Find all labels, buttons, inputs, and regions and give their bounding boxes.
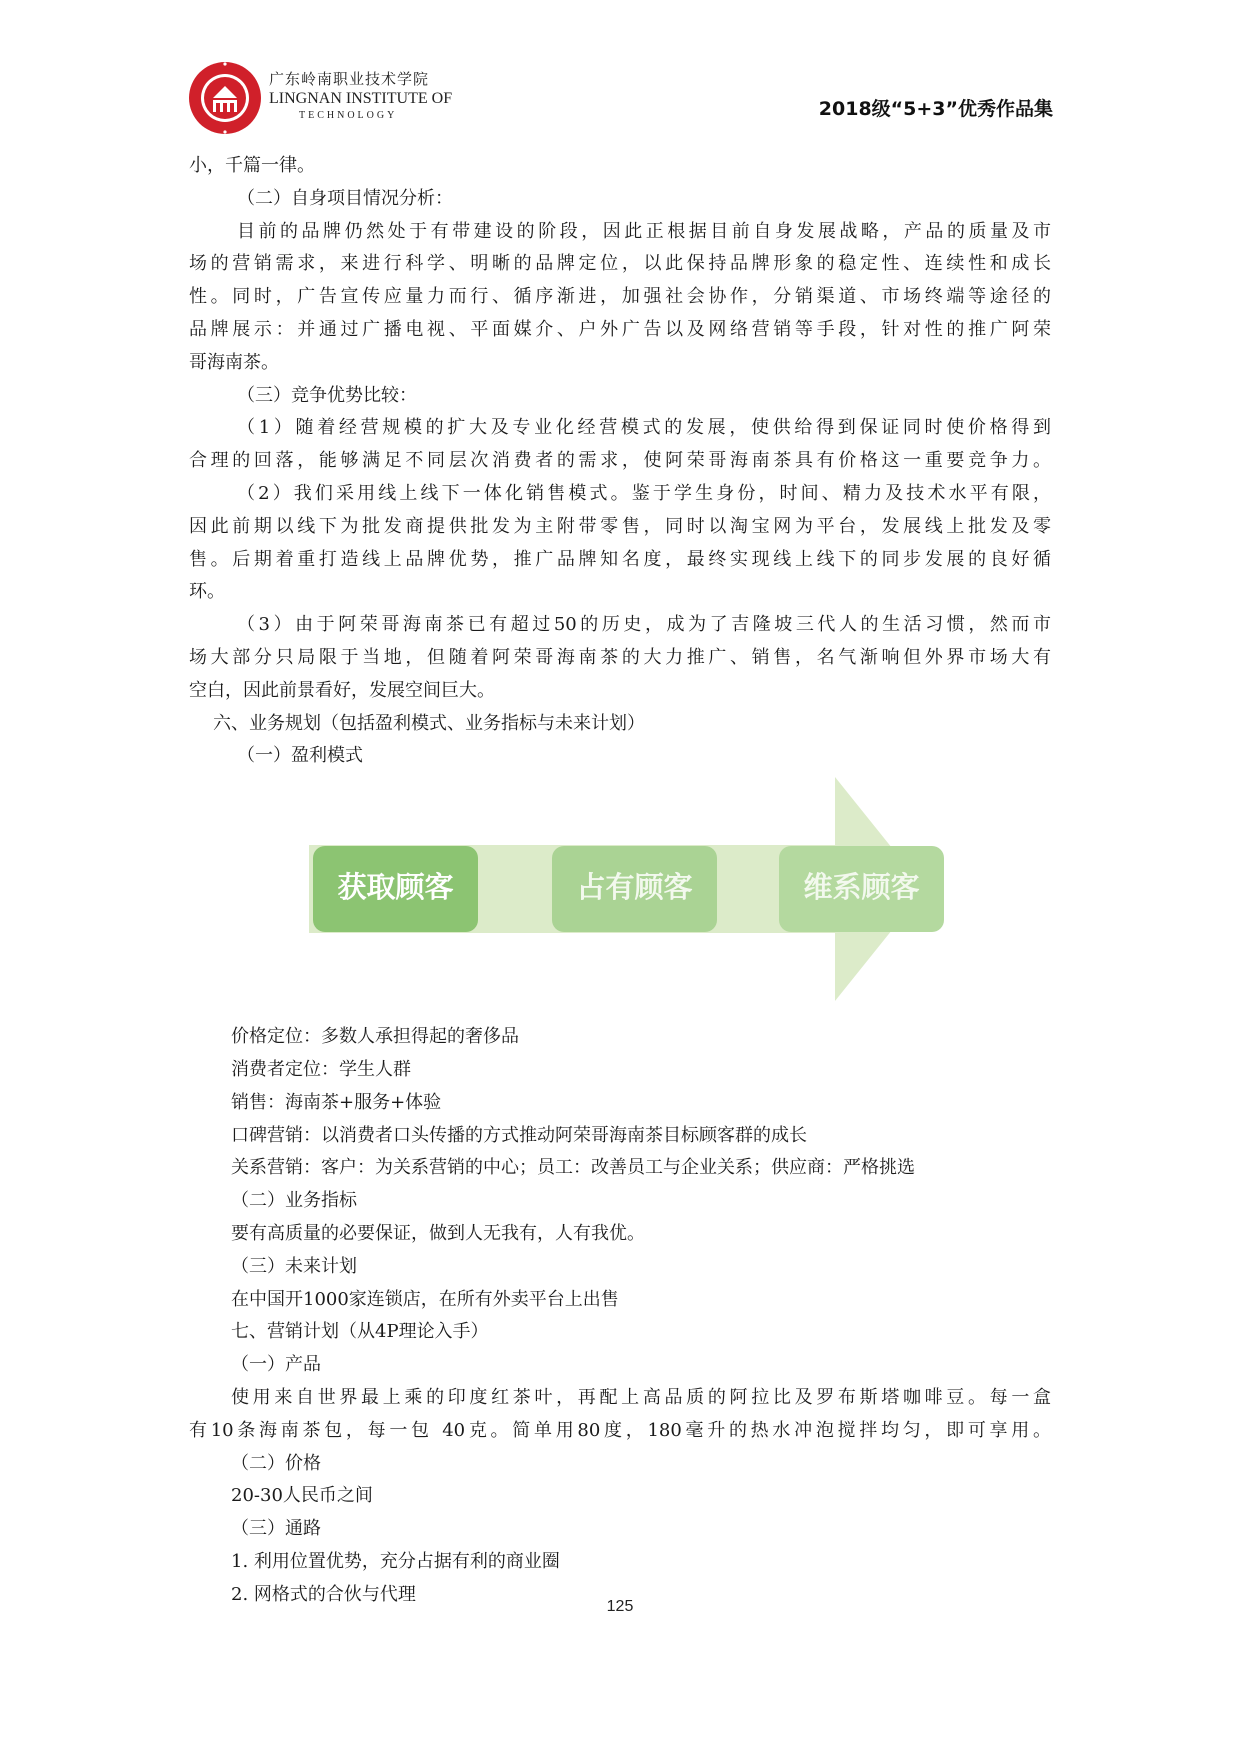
paragraph-line: 品牌展示：并通过广播电视、平面媒介、户外广告以及网络营销等手段，针对性的推广阿荣 bbox=[189, 318, 1051, 340]
paragraph-line: （1）随着经营规模的扩大及专业化经营模式的发展，使供给得到保证同时使价格得到 bbox=[237, 417, 1051, 439]
section-heading: （三）竞争优势比较： bbox=[237, 384, 417, 406]
paragraph-line: 使用来自世界最上乘的印度红茶叶，再配上高品质的阿拉比及罗布斯塔咖啡豆。每一盒 bbox=[231, 1386, 1051, 1408]
page-header bbox=[187, 60, 1057, 160]
paragraph-line: 小，千篇一律。 bbox=[189, 155, 315, 176]
paragraph-line: 合理的回落，能够满足不同层次消费者的需求，使阿荣哥海南茶具有价格这一重要竞争力。 bbox=[189, 450, 1051, 472]
list-item: 2. 网格式的合伙与代理 bbox=[231, 1583, 416, 1605]
paragraph-line: 口碑营销：以消费者口头传播的方式推动阿荣哥海南茶目标顾客群的成长 bbox=[231, 1124, 807, 1146]
paragraph-line: 有10条海南茶包，每一包 40克。简单用80度，180毫升的热水冲泡搅拌均匀，即可享用。 bbox=[189, 1419, 1051, 1441]
paragraph-line: 哥海南茶。 bbox=[189, 351, 279, 373]
section-heading: （二）自身项目情况分析： bbox=[237, 187, 453, 209]
profit-model-diagram bbox=[189, 773, 1051, 1013]
section-heading: （一）产品 bbox=[231, 1354, 321, 1376]
paragraph-line: 要有高质量的必要保证，做到人无我有，人有我优。 bbox=[231, 1222, 645, 1244]
school-name-en-line2: TECHNOLOGY bbox=[299, 110, 398, 121]
section-heading: （三）通路 bbox=[231, 1518, 321, 1540]
page-number: 125 bbox=[606, 1598, 634, 1615]
section-heading: （三）未来计划 bbox=[231, 1255, 357, 1277]
paragraph-line: 场大部分只局限于当地，但随着阿荣哥海南茶的大力推广、销售，名气渐响但外界市场大有 bbox=[189, 646, 1051, 668]
paragraph-line: （2）我们采用线上线下一体化销售模式。鉴于学生身份，时间、精力及技术水平有限， bbox=[237, 482, 1051, 504]
paragraph-line: 价格定位：多数人承担得起的奢侈品 bbox=[231, 1026, 519, 1048]
paragraph-line: 目前的品牌仍然处于有带建设的阶段，因此正根据目前自身发展战略，产品的质量及市 bbox=[237, 220, 1051, 242]
paragraph-line: 环。 bbox=[189, 581, 225, 603]
process-step-label-1: 获取顾客 bbox=[337, 870, 454, 905]
section-heading: 六、业务规划（包括盈利模式、业务指标与未来计划） bbox=[213, 712, 645, 734]
document-body bbox=[189, 150, 1051, 1611]
paragraph-line: 场的营销需求，来进行科学、明晰的品牌定位，以此保持品牌形象的稳定性、连续性和成长 bbox=[189, 253, 1051, 275]
paragraph-line: 消费者定位：学生人群 bbox=[231, 1058, 411, 1080]
paragraph-line: 销售：海南茶+服务+体验 bbox=[231, 1091, 442, 1113]
process-step-label-3: 维系顾客 bbox=[803, 870, 920, 905]
section-heading: （一）盈利模式 bbox=[237, 745, 363, 767]
section-heading: （二）价格 bbox=[231, 1452, 321, 1474]
paragraph-line: 空白，因此前景看好，发展空间巨大。 bbox=[189, 679, 495, 701]
school-logo-icon bbox=[187, 60, 263, 136]
paragraph-line: 关系营销：客户：为关系营销的中心；员工：改善员工与企业关系；供应商：严格挑选 bbox=[231, 1157, 915, 1179]
paragraph-line: 性。同时，广告宣传应量力而行、循序渐进，加强社会协作，分销渠道、市场终端等途径的 bbox=[189, 286, 1051, 308]
collection-title: 2018级“5+3”优秀作品集 bbox=[818, 98, 1053, 120]
paragraph-line: 在中国开1000家连锁店，在所有外卖平台上出售 bbox=[231, 1288, 619, 1310]
paragraph-line: 售。后期着重打造线上品牌优势，推广品牌知名度，最终实现线上线下的同步发展的良好循 bbox=[189, 548, 1051, 570]
section-heading: （二）业务指标 bbox=[231, 1190, 357, 1212]
section-heading: 七、营销计划（从4P理论入手） bbox=[231, 1321, 489, 1343]
school-name-cn: 广东岭南职业技术学院 bbox=[269, 70, 430, 88]
school-seal bbox=[187, 60, 263, 136]
paragraph-line: （3）由于阿荣哥海南茶已有超过50的历史，成为了吉隆坡三代人的生活习惯，然而市 bbox=[237, 614, 1051, 636]
paragraph-line: 20-30人民币之间 bbox=[231, 1485, 373, 1507]
process-step-label-2: 占有顾客 bbox=[576, 870, 693, 905]
paragraph-line: 因此前期以线下为批发商提供批发为主附带零售，同时以淘宝网为平台，发展线上批发及零 bbox=[189, 515, 1051, 537]
list-item: 1. 利用位置优势，充分占据有利的商业圈 bbox=[231, 1550, 560, 1572]
school-name-en: LINGNAN INSTITUTE OF bbox=[269, 90, 453, 107]
